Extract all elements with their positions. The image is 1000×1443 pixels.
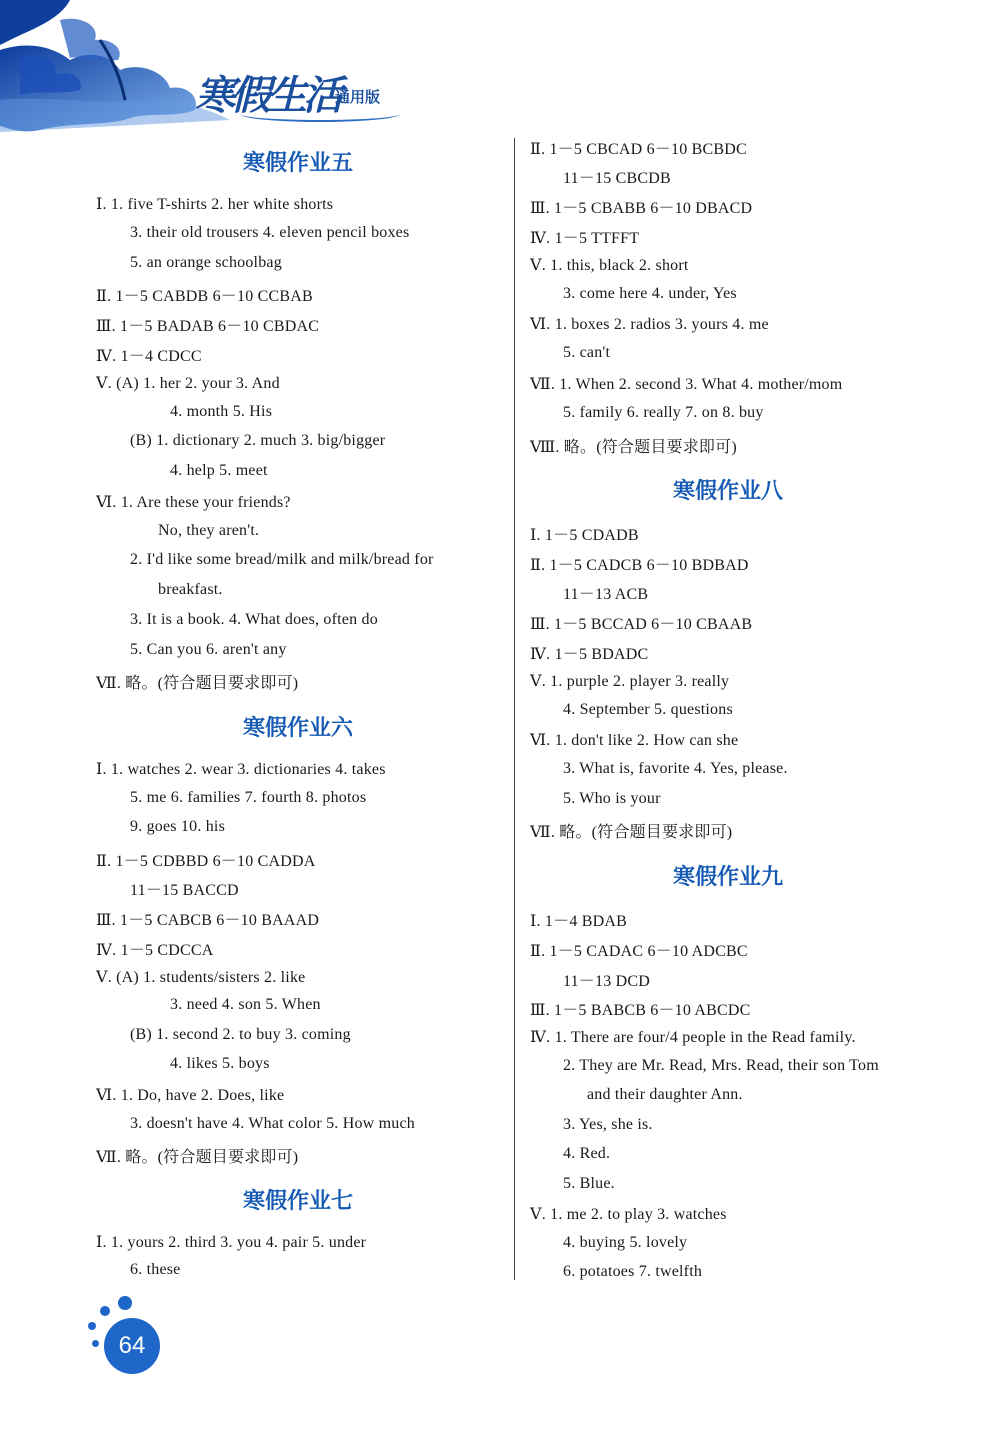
answer-line: breakfast. <box>158 581 223 598</box>
answer-line: Ⅵ. 1. Do, have 2. Does, like <box>96 1087 285 1104</box>
answer-line: Ⅶ. 略。(符合题目要求即可) <box>530 824 733 841</box>
answer-line: Ⅴ. 1. this, black 2. short <box>530 257 689 274</box>
answer-line: Ⅱ. 1－5 CADCB 6－10 BDBAD <box>530 557 749 574</box>
decor-dot <box>100 1306 110 1316</box>
answer-line: 4. month 5. His <box>170 403 273 420</box>
answer-line: 5. me 6. families 7. fourth 8. photos <box>130 789 367 806</box>
answer-line: Ⅵ. 1. boxes 2. radios 3. yours 4. me <box>530 316 769 333</box>
section-title: 寒假作业五 <box>243 151 354 176</box>
answer-line: 11－15 CBCDB <box>563 170 671 187</box>
column-divider <box>514 138 515 1280</box>
answer-line: Ⅷ. 略。(符合题目要求即可) <box>530 439 737 456</box>
answer-line: Ⅲ. 1－5 BADAB 6－10 CBDAC <box>96 318 320 335</box>
answer-line: 4. September 5. questions <box>563 701 733 718</box>
answer-line: Ⅵ. 1. Are these your friends? <box>96 494 291 511</box>
answer-line: Ⅶ. 略。(符合题目要求即可) <box>96 675 299 692</box>
answer-line: (B) 1. second 2. to buy 3. coming <box>130 1026 351 1043</box>
answer-line: Ⅰ. 1. five T-shirts 2. her white shorts <box>96 196 334 213</box>
answer-line: 3. need 4. son 5. When <box>170 996 321 1013</box>
answer-line: 3. What is, favorite 4. Yes, please. <box>563 760 788 777</box>
decor-dot <box>92 1340 99 1347</box>
book-logo <box>195 58 410 128</box>
answer-line: 3. doesn't have 4. What color 5. How much <box>130 1115 415 1132</box>
answer-line: Ⅳ. 1－4 CDCC <box>96 348 202 365</box>
answer-line: 3. It is a book. 4. What does, often do <box>130 611 378 628</box>
answer-line: Ⅴ. 1. purple 2. player 3. really <box>530 673 730 690</box>
answer-line: Ⅱ. 1－5 CBCAD 6－10 BCBDC <box>530 141 747 158</box>
answer-line: Ⅴ. (A) 1. her 2. your 3. And <box>96 375 280 392</box>
answer-line: Ⅲ. 1－5 CABCB 6－10 BAAAD <box>96 912 320 929</box>
answer-line: Ⅰ. 1－4 BDAB <box>530 913 627 930</box>
answer-line: Ⅰ. 1. yours 2. third 3. you 4. pair 5. under <box>96 1234 367 1251</box>
answer-line: 11－13 DCD <box>563 973 650 990</box>
answer-line: 5. Blue. <box>563 1175 615 1192</box>
answer-line: 11－15 BACCD <box>130 882 239 899</box>
answer-line: 2. I'd like some bread/milk and milk/bread for <box>130 551 434 568</box>
answer-line: 11－13 ACB <box>563 586 649 603</box>
page-number: 64 <box>104 1318 160 1374</box>
section-title: 寒假作业七 <box>243 1189 354 1214</box>
answer-line: 5. an orange schoolbag <box>130 254 282 271</box>
answer-line: 4. likes 5. boys <box>170 1055 270 1072</box>
answer-line: Ⅶ. 1. When 2. second 3. What 4. mother/mom <box>530 376 843 393</box>
section-title: 寒假作业八 <box>673 479 784 504</box>
answer-line: Ⅲ. 1－5 CBABB 6－10 DBACD <box>530 200 753 217</box>
answer-line: 4. Red. <box>563 1145 611 1162</box>
decor-dot <box>118 1296 132 1310</box>
answer-line: 3. come here 4. under, Yes <box>563 285 737 302</box>
answer-line: Ⅴ. 1. me 2. to play 3. watches <box>530 1206 727 1223</box>
answer-line: Ⅵ. 1. don't like 2. How can she <box>530 732 739 749</box>
answer-line: Ⅳ. 1－5 TTFFT <box>530 230 640 247</box>
answer-line: Ⅳ. 1－5 BDADC <box>530 646 649 663</box>
answer-line: (B) 1. dictionary 2. much 3. big/bigger <box>130 432 386 449</box>
answer-line: Ⅱ. 1－5 CABDB 6－10 CCBAB <box>96 288 313 305</box>
answer-line: 3. their old trousers 4. eleven pencil boxes <box>130 224 410 241</box>
logo-swoosh <box>240 106 400 122</box>
section-title: 寒假作业九 <box>673 865 784 890</box>
answer-line: 5. can't <box>563 344 611 361</box>
answer-line: Ⅶ. 略。(符合题目要求即可) <box>96 1149 299 1166</box>
section-title: 寒假作业六 <box>243 716 354 741</box>
answer-line: Ⅲ. 1－5 BCCAD 6－10 CBAAB <box>530 616 753 633</box>
answer-line: 5. family 6. really 7. on 8. buy <box>563 404 764 421</box>
answer-line: 6. these <box>130 1261 181 1278</box>
answer-line: Ⅳ. 1－5 CDCCA <box>96 942 214 959</box>
answer-line: No, they aren't. <box>158 522 260 539</box>
answer-line: 2. They are Mr. Read, Mrs. Read, their son Tom <box>563 1057 879 1074</box>
answer-line: 9. goes 10. his <box>130 818 225 835</box>
answer-line: Ⅱ. 1－5 CDBBD 6－10 CADDA <box>96 853 316 870</box>
answer-line: Ⅰ. 1－5 CDADB <box>530 527 639 544</box>
answer-line: Ⅱ. 1－5 CADAC 6－10 ADCBC <box>530 943 748 960</box>
edition-label: 通用版 <box>335 88 381 106</box>
answer-line: 4. buying 5. lovely <box>563 1234 688 1251</box>
answer-line: 4. help 5. meet <box>170 462 268 479</box>
answer-line: Ⅳ. 1. There are four/4 people in the Read family. <box>530 1029 856 1046</box>
logo-text: 寒假生活 <box>195 72 339 119</box>
answer-line: and their daughter Ann. <box>587 1086 743 1103</box>
answer-line: 5. Who is your <box>563 790 661 807</box>
answer-line: Ⅴ. (A) 1. students/sisters 2. like <box>96 969 306 986</box>
decor-dot <box>88 1322 96 1330</box>
answer-line: 5. Can you 6. aren't any <box>130 641 287 658</box>
answer-line: Ⅰ. 1. watches 2. wear 3. dictionaries 4. takes <box>96 761 386 778</box>
answer-line: Ⅲ. 1－5 BABCB 6－10 ABCDC <box>530 1002 751 1019</box>
answer-line: 3. Yes, she is. <box>563 1116 653 1133</box>
answer-line: 6. potatoes 7. twelfth <box>563 1263 703 1280</box>
